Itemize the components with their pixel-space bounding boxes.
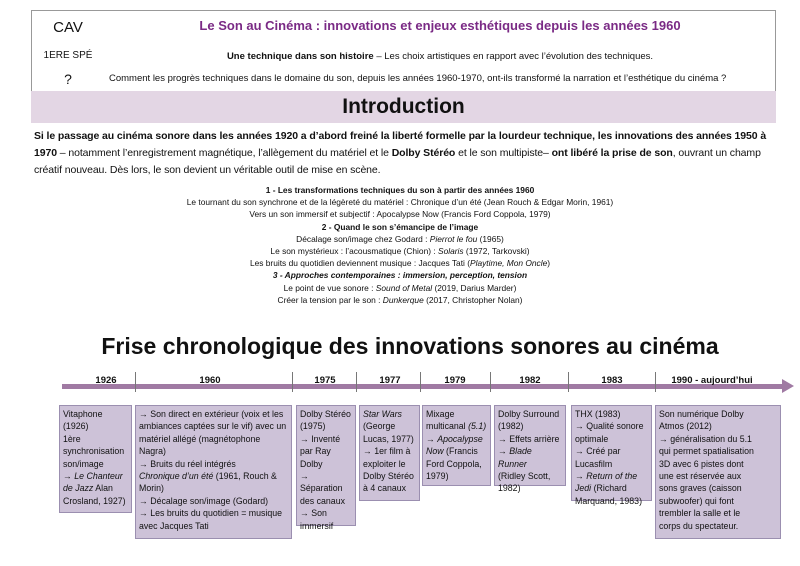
- year-label: 1983: [601, 375, 623, 386]
- subtitle-cell: [105, 46, 775, 66]
- intro-text-3: , ouvrant un champ créatif nouveau. Dès lors, le son devient un véritable outil de mise en scène.: [34, 147, 761, 176]
- subtitle-bold: Une technique dans son histoire: [226, 51, 374, 62]
- timeline-tick: [568, 372, 569, 392]
- course-outline: [100, 184, 700, 306]
- year-label: 1977: [379, 375, 401, 386]
- event-box-vitaphone: Vitaphone (1926) 1ère synchronisation son/image → Le Chanteur de Jazz Alan Crosland, 1927): [59, 405, 132, 513]
- intro-bold-2: Dolby Stéréo: [391, 147, 456, 159]
- intro-paragraph: [34, 128, 774, 179]
- year-label: 1926: [95, 375, 117, 386]
- event-box-dolby-atmos: Son numérique Dolby Atmos (2012) → généralisation du 5.1 qui permet spatialisation 3D avec 6 pistes dont une est réservée aux sons graves (caisson subwoofer) qui font trembler la salle et le corps du spectateur.: [655, 405, 781, 539]
- timeline-title: Frise chronologique des innovations sonores au cinéma: [101, 333, 719, 359]
- year-label: 1990 - aujourd’hui: [671, 375, 753, 386]
- outline-section-3: 3 - Approches contemporaines : immersion, perception, tension: [272, 270, 528, 281]
- event-box-mixage: Mixage multicanal (5.1) → Apocalypse Now (Francis Ford Coppola, 1979): [422, 405, 491, 486]
- event-box-dolby-stereo: Dolby Stéréo (1975) → Inventé par Ray Dolby → Séparation des canaux → Son immersif: [296, 405, 356, 526]
- intro-text-1: – notamment l’enregistrement magnétique, l’allègement du matériel et le: [56, 147, 392, 159]
- timeline-arrow-icon: [782, 379, 794, 393]
- doc-title: Le Son au Cinéma : innovations et enjeux esthétiques depuis les années 1960: [199, 18, 681, 33]
- year-label: 1975: [314, 375, 336, 386]
- header-table: [31, 10, 776, 92]
- timeline-tick: [292, 372, 293, 392]
- event-box-star-wars: Star Wars (George Lucas, 1977) → 1er film à exploiter le Dolby Stéréo à 4 canaux: [359, 405, 420, 501]
- event-box-dolby-surround: Dolby Surround (1982) → Effets arrière → Blade Runner (Ridley Scott, 1982): [494, 405, 566, 486]
- outline-item: Décalage son/image chez Godard : Pierrot le fou (1965): [296, 233, 504, 244]
- intro-heading: Introduction: [342, 95, 465, 118]
- outline-section-1: 1 - Les transformations techniques du son à partir des années 1960: [265, 185, 535, 195]
- intro-bold-3: ont libéré la prise de son: [551, 147, 673, 159]
- event-box-1960: → Son direct en extérieur (voix et les ambiances captées sur le vif) avec un matériel allégé (magnétophone Nagra) → Bruits du réel intégrés Chronique d’un été (1961, Rouch & Morin) → Décalage son/image (Godard) → Les bruits du quotidien = musique avec Jacques Tati: [135, 405, 292, 539]
- outline-item: Les bruits du quotidien deviennent musique : Jacques Tati (Playtime, Mon Oncle): [249, 258, 551, 269]
- intro-band: [31, 91, 776, 123]
- year-label: 1979: [444, 375, 466, 386]
- outline-item: Le point de vue sonore : Sound of Metal (2019, Darius Marder): [283, 282, 517, 293]
- intro-bold-1: Si le passage au cinéma sonore dans les années 1920 a d’abord freiné la liberté formelle par la lourdeur technique, les innovations des années 1950 à 1970: [34, 130, 767, 159]
- outline-item: Le tournant du son synchrone et de la légèreté du matériel : Chronique d’un été (Jean Rouch & Edgar Morin, 1961): [186, 197, 614, 208]
- timeline-tick: [490, 372, 491, 392]
- timeline-tick: [356, 372, 357, 392]
- outline-item: Vers un son immersif et subjectif : Apocalypse Now (Francis Ford Coppola, 1979): [249, 209, 551, 220]
- class-level: 1ERE SPÉ: [43, 50, 93, 61]
- doc-title-cell: [105, 11, 775, 45]
- year-label: 1960: [199, 375, 221, 386]
- question-mark-icon: ?: [64, 71, 72, 87]
- problematic: Comment les progrès techniques dans le domaine du son, depuis les années 1960-1970, ont-ils transformé la narration et l’esthétique du cinéma ?: [109, 73, 727, 84]
- timeline-tick: [420, 372, 421, 392]
- timeline-tick: [655, 372, 656, 392]
- year-label: 1982: [519, 375, 541, 386]
- subject-code: CAV: [53, 19, 83, 36]
- intro-text-2: et le son multipiste–: [455, 147, 552, 159]
- outline-item: Le son mystérieux : l’acousmatique (Chion) : Solaris (1972, Tarkovski): [270, 246, 530, 257]
- subtitle-rest: – Les choix artistiques en rapport avec l’évolution des techniques.: [373, 51, 654, 62]
- outline-item: Créer la tension par le son : Dunkerque (2017, Christopher Nolan): [277, 294, 523, 305]
- event-box-thx: THX (1983) → Qualité sonore optimale → Créé par Lucasfilm → Return of the Jedi (Richard Marquand, 1983): [571, 405, 652, 501]
- outline-section-2: 2 - Quand le son s’émancipe de l’image: [321, 221, 479, 232]
